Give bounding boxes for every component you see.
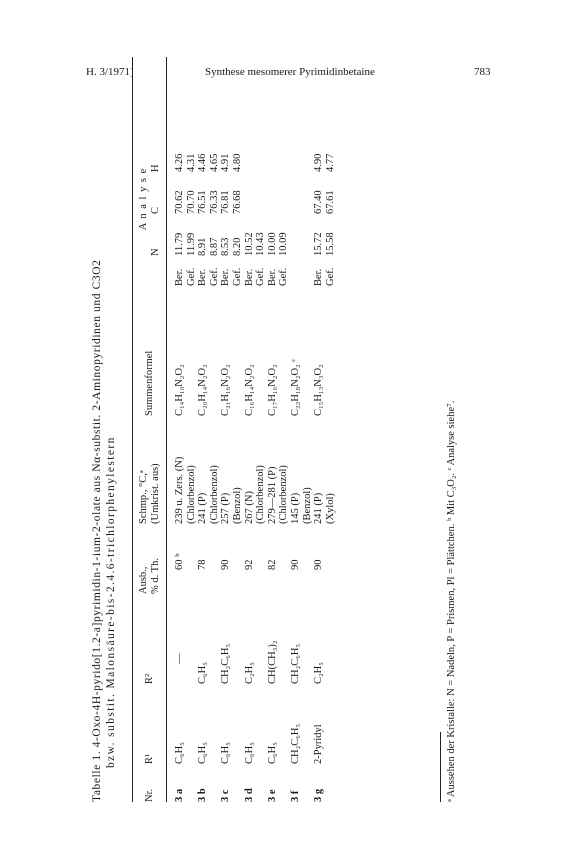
- cell-ber-gef: [174, 256, 197, 286]
- cell-n: [267, 214, 290, 256]
- cell-nr: 3 d: [243, 788, 255, 802]
- cell-ausbeute: 82: [266, 559, 278, 570]
- col-header-analyse: A n a l y s e: [138, 167, 149, 231]
- cell-h: [174, 138, 197, 172]
- cell-r1: C₆H₅: [220, 742, 232, 764]
- cell-r1: C₆H₅: [174, 742, 185, 764]
- cell-c: [197, 172, 220, 214]
- cell-gef: Gef.: [231, 267, 243, 286]
- col-header-schmp-2: (Umkrist. aus): [150, 463, 161, 524]
- cell-c: [267, 172, 290, 214]
- cell-h-gef: 4.31: [185, 153, 197, 172]
- cell-c: [313, 172, 336, 214]
- cell-n-gef: 8.20: [231, 237, 243, 256]
- cell-c: [244, 172, 267, 214]
- cell-nr: 3 a: [174, 788, 185, 802]
- cell-r2: C₂H₅: [313, 662, 325, 684]
- col-header-ausbeute: [138, 524, 162, 594]
- cell-formel: C₂₁H₁₆N₂O₂: [220, 364, 232, 416]
- cell-ausbeute: 90: [313, 559, 325, 570]
- cell-ber-gef: [220, 256, 243, 286]
- cell-r2: C₆H₅: [197, 662, 209, 684]
- table-row: [174, 138, 197, 802]
- cell-ber: Ber.: [313, 268, 325, 286]
- table-row: [220, 138, 243, 802]
- cell-n-gef: 10.09: [278, 232, 290, 256]
- cell-c-ber: 67.40: [313, 190, 325, 214]
- cell-ausbeute: 92: [243, 559, 255, 570]
- cell-h-gef: 4.80: [231, 153, 243, 172]
- col-header-r2: R²: [144, 673, 155, 684]
- cell-n-ber: 10.52: [243, 232, 255, 256]
- col-header-h: H: [150, 164, 161, 172]
- results-table: [138, 138, 336, 802]
- col-header-c: C: [150, 206, 161, 214]
- cell-n-gef: 10.43: [255, 232, 267, 256]
- cell-gef: Gef.: [255, 267, 267, 286]
- cell-n-gef: 11.99: [185, 232, 197, 256]
- cell-gef: Gef.: [185, 267, 197, 286]
- cell-schmp-2: (Chlorbenzol): [185, 465, 197, 524]
- cell-r2: CH₂C₆H₅: [220, 643, 232, 684]
- cell-schmp-2: (Chlorbenzol): [278, 465, 290, 524]
- cell-formel: C₁₆H₁₄N₂O₂: [243, 364, 255, 416]
- cell-h-gef: 4.65: [208, 153, 220, 172]
- cell-nr: 3 b: [197, 788, 209, 802]
- cell-c-ber: 76.81: [220, 190, 232, 214]
- table-row: [290, 138, 313, 802]
- cell-n: [174, 214, 197, 256]
- cell-gef: Gef.: [208, 267, 220, 286]
- col-header-n: N: [150, 248, 161, 256]
- cell-ber-gef: [267, 256, 290, 286]
- col-header-nr: Nr.: [144, 788, 155, 802]
- cell-h: [313, 138, 336, 172]
- col-header-r1: R¹: [144, 753, 155, 764]
- cell-r1: C₆H₅: [266, 742, 278, 764]
- cell-nr: 3 e: [266, 789, 278, 802]
- cell-schmp-1: 257 (P): [220, 492, 232, 524]
- cell-schmp: [267, 416, 290, 524]
- cell-formel: C₂₂H₁₈N₂O₂ ᶜ: [289, 358, 301, 416]
- col-header-summenformel: Summenformel: [144, 350, 155, 416]
- cell-n-gef: 15.58: [324, 232, 336, 256]
- cell-c-ber: 76.51: [197, 190, 209, 214]
- col-header-ausbeute-1: Ausb.,: [138, 566, 149, 594]
- cell-n: [244, 214, 267, 256]
- cell-nr: 3 g: [313, 788, 325, 802]
- cell-h: [244, 138, 267, 172]
- col-header-schmp-1: Schmp., °C,ᵃ: [138, 470, 149, 524]
- caption-line-2: bzw. substit. Malonsäure-bis-2.4.6-trichlorphenylestern: [105, 436, 117, 768]
- cell-h: [267, 138, 290, 172]
- cell-formel: C₂₀H₁₄N₂O₂: [197, 364, 209, 416]
- cell-nr: 3 c: [220, 789, 232, 802]
- cell-r2: C₂H₅: [243, 662, 255, 684]
- table-top-rule: [132, 57, 133, 802]
- table-row: [244, 138, 267, 802]
- table-caption: [90, 57, 118, 802]
- cell-ber: Ber.: [220, 268, 232, 286]
- cell-schmp: [174, 416, 197, 524]
- cell-n-ber: 11.79: [174, 232, 185, 256]
- cell-schmp-2: (Chlorbenzol): [208, 465, 220, 524]
- cell-ber: Ber.: [243, 268, 255, 286]
- cell-c-gef: 70.70: [185, 190, 197, 214]
- cell-c-ber: 70.62: [174, 190, 185, 214]
- cell-schmp-1: 241 (P): [197, 492, 209, 524]
- cell-formel: C₁₄H₁₀N₂O₂: [174, 364, 185, 416]
- cell-schmp-1: 145 (P): [289, 492, 301, 524]
- cell-schmp-1: 279—281 (P): [266, 466, 278, 524]
- cell-schmp-2: (Xylol): [324, 493, 336, 524]
- footnote-rule: [440, 732, 441, 802]
- cell-h: [220, 138, 243, 172]
- cell-c: [220, 172, 243, 214]
- cell-c-gef: 76.68: [231, 190, 243, 214]
- col-header-ausbeute-2: % d. Th.: [150, 558, 161, 594]
- cell-schmp: [290, 416, 313, 524]
- cell-r2: —: [174, 653, 185, 664]
- cell-ber-gef: [244, 256, 267, 286]
- cell-schmp-1: 241 (P): [313, 492, 325, 524]
- cell-c-gef: 76.33: [208, 190, 220, 214]
- cell-ber-gef: [197, 256, 220, 286]
- cell-schmp-2: (Chlorbenzol): [255, 465, 267, 524]
- cell-ausbeute: 90: [289, 559, 301, 570]
- cell-gef: Gef.: [324, 267, 336, 286]
- cell-schmp-2: (Benzol): [301, 487, 313, 524]
- table-row: [197, 138, 220, 802]
- cell-ber-gef: [313, 256, 336, 286]
- cell-formel: C₁₅H₁₃N₃O₂: [313, 364, 325, 416]
- cell-schmp: [313, 416, 336, 524]
- cell-nr: 3 f: [289, 790, 301, 802]
- cell-n-ber: 15.72: [313, 232, 325, 256]
- cell-schmp-1: 239 u. Zers. (N): [174, 456, 185, 524]
- cell-ber: Ber.: [197, 268, 209, 286]
- cell-r2: CH(CH₃)₂: [266, 640, 278, 684]
- cell-h-ber: 4.46: [197, 153, 209, 172]
- cell-c: [174, 172, 197, 214]
- cell-schmp: [220, 416, 243, 524]
- cell-r1: C₆H₅: [197, 742, 209, 764]
- cell-n-ber: 8.53: [220, 237, 232, 256]
- cell-n: [220, 214, 243, 256]
- cell-schmp-1: 267 (N): [243, 491, 255, 524]
- cell-n-ber: 8.91: [197, 237, 209, 256]
- cell-schmp-2: (Benzol): [231, 487, 243, 524]
- journal-reference: H. 3/1971]: [86, 66, 134, 78]
- cell-h-ber: 4.91: [220, 153, 232, 172]
- cell-n: [313, 214, 336, 256]
- table-row: [267, 138, 290, 802]
- cell-r1: 2-Pyridyl: [313, 724, 325, 764]
- cell-n: [197, 214, 220, 256]
- cell-gef: Gef.: [278, 267, 290, 286]
- cell-ausbeute: 78: [197, 559, 209, 570]
- cell-h-ber: 4.26: [174, 153, 185, 172]
- col-header-schmp: [138, 416, 162, 524]
- cell-ber: Ber.: [174, 268, 185, 286]
- cell-schmp: [197, 416, 220, 524]
- cell-r2: CH₂C₆H₅: [289, 643, 301, 684]
- cell-h: [197, 138, 220, 172]
- cell-ausbeute: 90: [220, 559, 232, 570]
- page-number: 783: [474, 66, 491, 78]
- cell-r1: CH₂C₆H₅: [289, 723, 301, 764]
- cell-ber: Ber.: [266, 268, 278, 286]
- table-footnote: ᵃ Aussehen der Kristalle: N = Nadeln, P = Prismen, Pl = Plättchen. ᵇ Mit C₃O₂. ᶜ Analyse siehe⁷.: [446, 400, 457, 802]
- cell-h-gef: 4.77: [324, 153, 336, 172]
- running-title: Synthese mesomerer Pyrimidinbetaine: [205, 66, 375, 78]
- table-row: [313, 138, 336, 802]
- cell-ausbeute: 60 ᵇ: [174, 553, 185, 570]
- cell-schmp: [244, 416, 267, 524]
- cell-formel: C₁₇H₁₆N₂O₂: [266, 364, 278, 416]
- caption-line-1: Tabelle 1. 4-Oxo-4H-pyrido[1.2-a]pyrimidin-1-ium-2-olate aus Nα-substit. 2-Aminopyridinen und C3O2: [91, 259, 103, 802]
- cell-n-ber: 10.00: [266, 232, 278, 256]
- cell-r1: C₆H₅: [243, 742, 255, 764]
- cell-h-ber: 4.90: [313, 153, 325, 172]
- cell-n-gef: 8.87: [208, 237, 220, 256]
- cell-c-gef: 67.61: [324, 190, 336, 214]
- rotated-table-block: [88, 46, 508, 802]
